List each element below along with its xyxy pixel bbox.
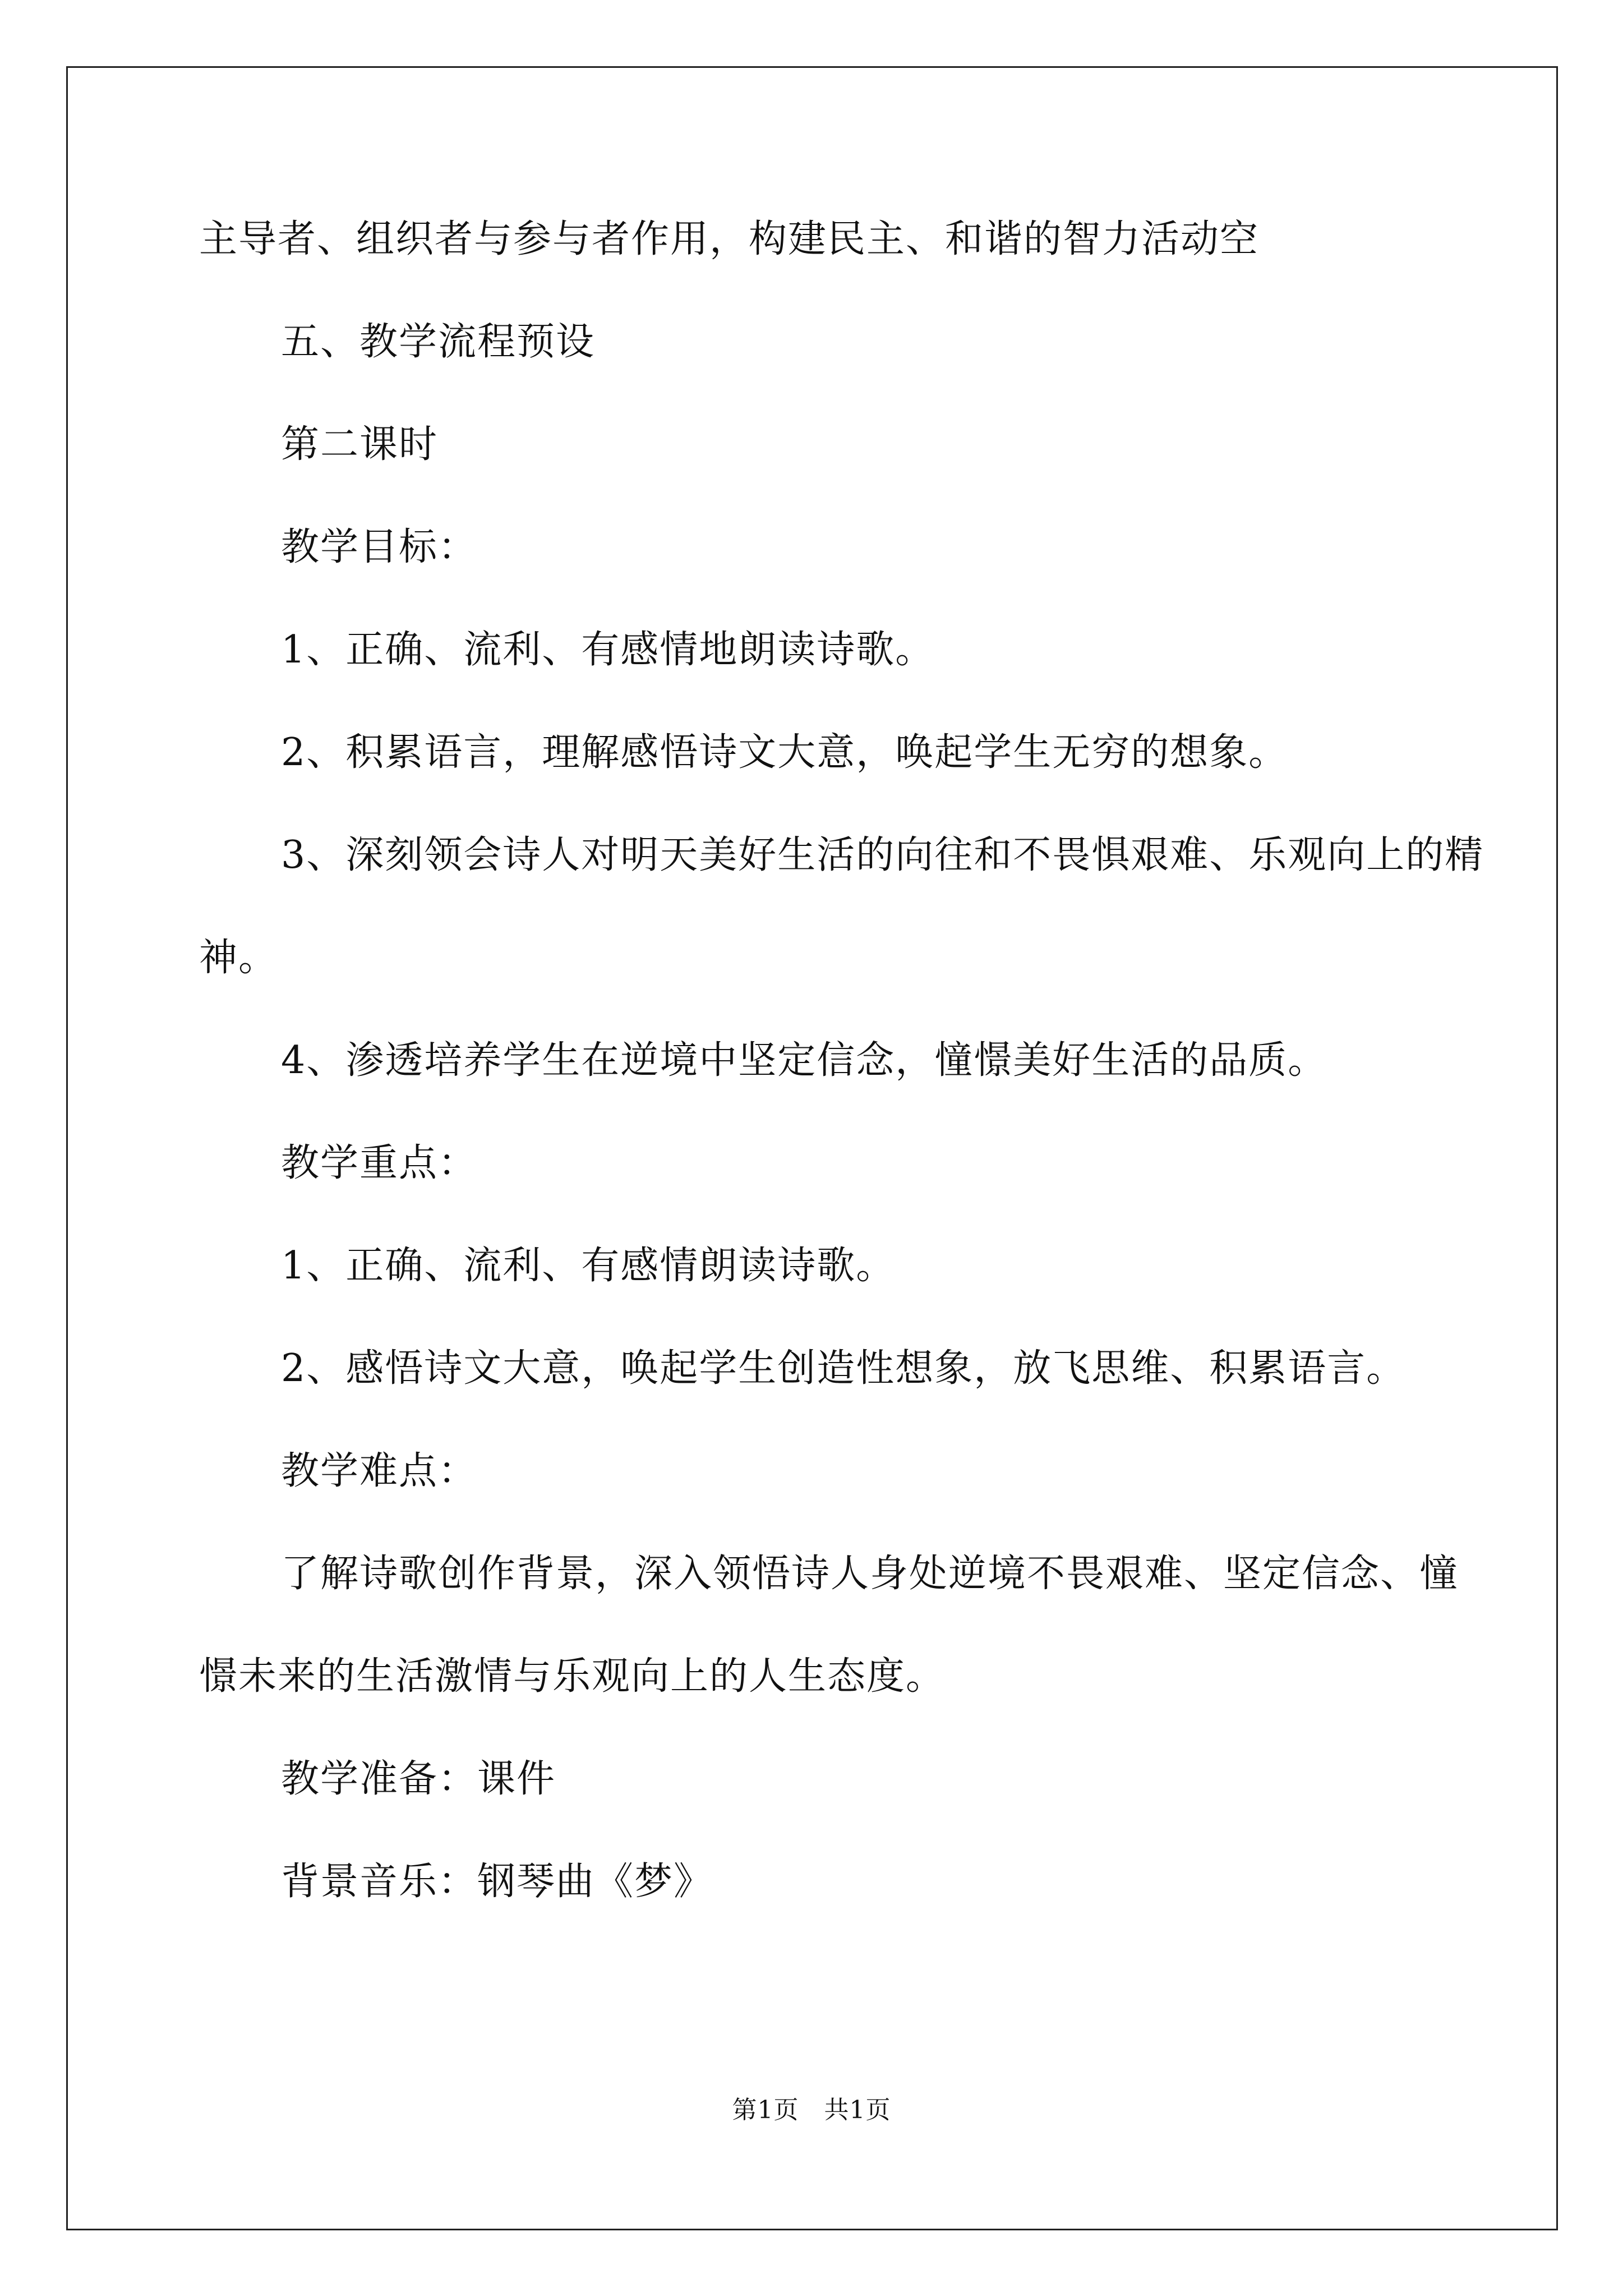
goal-item-4: 4、渗透培养学生在逆境中坚定信念，憧憬美好生活的品质。 — [281, 1038, 1327, 1083]
background-music-line: 背景音乐：钢琴曲《梦》 — [281, 1860, 713, 1904]
page-footer: 第1页 共1页 — [732, 2096, 891, 2124]
key-point-item-1: 1、正确、流利、有感情朗读诗歌。 — [281, 1244, 896, 1288]
goal-item-3: 3、深刻领会诗人对明天美好生活的向往和不畏惧艰难、乐观向上的精神。 — [199, 833, 1484, 980]
paragraph: 主导者、组织者与参与者作用，构建民主、和谐的智力活动空 — [199, 217, 1260, 261]
key-points-heading: 教学重点： — [281, 1141, 478, 1185]
lesson-heading: 第二课时 — [281, 422, 439, 467]
document-body — [199, 219, 1489, 1964]
key-point-item-2: 2、感悟诗文大意，唤起学生创造性想象，放飞思维、积累语言。 — [281, 1346, 1406, 1391]
preparation-line: 教学准备：课件 — [281, 1757, 556, 1801]
section-heading: 五、教学流程预设 — [281, 320, 596, 364]
goals-heading: 教学目标： — [281, 525, 478, 569]
difficulties-heading: 教学难点： — [281, 1449, 478, 1493]
goal-item-2: 2、积累语言，理解感悟诗文大意，唤起学生无穷的想象。 — [281, 730, 1288, 775]
difficulty-text: 了解诗歌创作背景，深入领悟诗人身处逆境不畏艰难、坚定信念、憧憬未来的生活激情与乐观向上的人生态度。 — [199, 1552, 1459, 1699]
goal-item-1: 1、正确、流利、有感情地朗读诗歌。 — [281, 628, 935, 672]
